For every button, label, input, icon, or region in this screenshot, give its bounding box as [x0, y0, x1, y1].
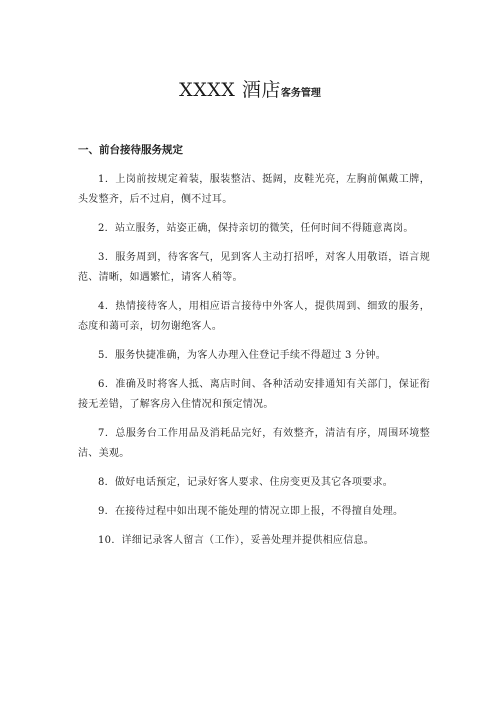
rule-item: 8．做好电话预定，记录好客人要求、住房变更及其它各项要求。 — [98, 477, 394, 488]
rule-item: 7．总服务台工作用品及消耗品完好，有效整齐，清洁有序，周围环境整洁、美观。 — [78, 428, 430, 459]
rule-item: 10．详细记录客人留言（工作），妥善处理并提供相应信息。 — [98, 535, 375, 546]
rule-item: 2．站立服务，站姿正确，保持亲切的微笑，任何时间不得随意离岗。 — [98, 223, 414, 234]
title-sub: 客务管理 — [280, 88, 321, 99]
rule-item: 6．准确及时将客人抵、离店时间、各种活动安排通知有关部门，保证衔接无差错，了解客房入住情况和预定情况。 — [78, 379, 430, 410]
rule-item: 3．服务周到，待客客气，见到客人主动打招呼，对客人用敬语，语言规范、清晰，如遇繁忙，请客人稍等。 — [78, 252, 430, 283]
rules-list — [78, 170, 430, 560]
rule-item: 5．服务快捷准确，为客人办理入住登记手续不得超过 3 分钟。 — [98, 350, 387, 361]
rule-item: 4．热情接待客人，用相应语言接待中外客人，提供周到、细致的服务，态度和蔼可亲，切勿谢绝客人。 — [78, 301, 430, 332]
title-main: XXXX 酒店 — [179, 79, 281, 101]
rule-item: 9．在接待过程中如出现不能处理的情况立即上报，不得擅自处理。 — [98, 506, 404, 517]
section-heading: 一、前台接待服务规定 — [78, 144, 183, 156]
rule-item: 1．上岗前按规定着装，服装整洁、挺阔，皮鞋光亮，左胸前佩戴工牌，头发整齐，后不过肩，侧不过耳。 — [78, 174, 430, 205]
document-title — [0, 78, 500, 106]
